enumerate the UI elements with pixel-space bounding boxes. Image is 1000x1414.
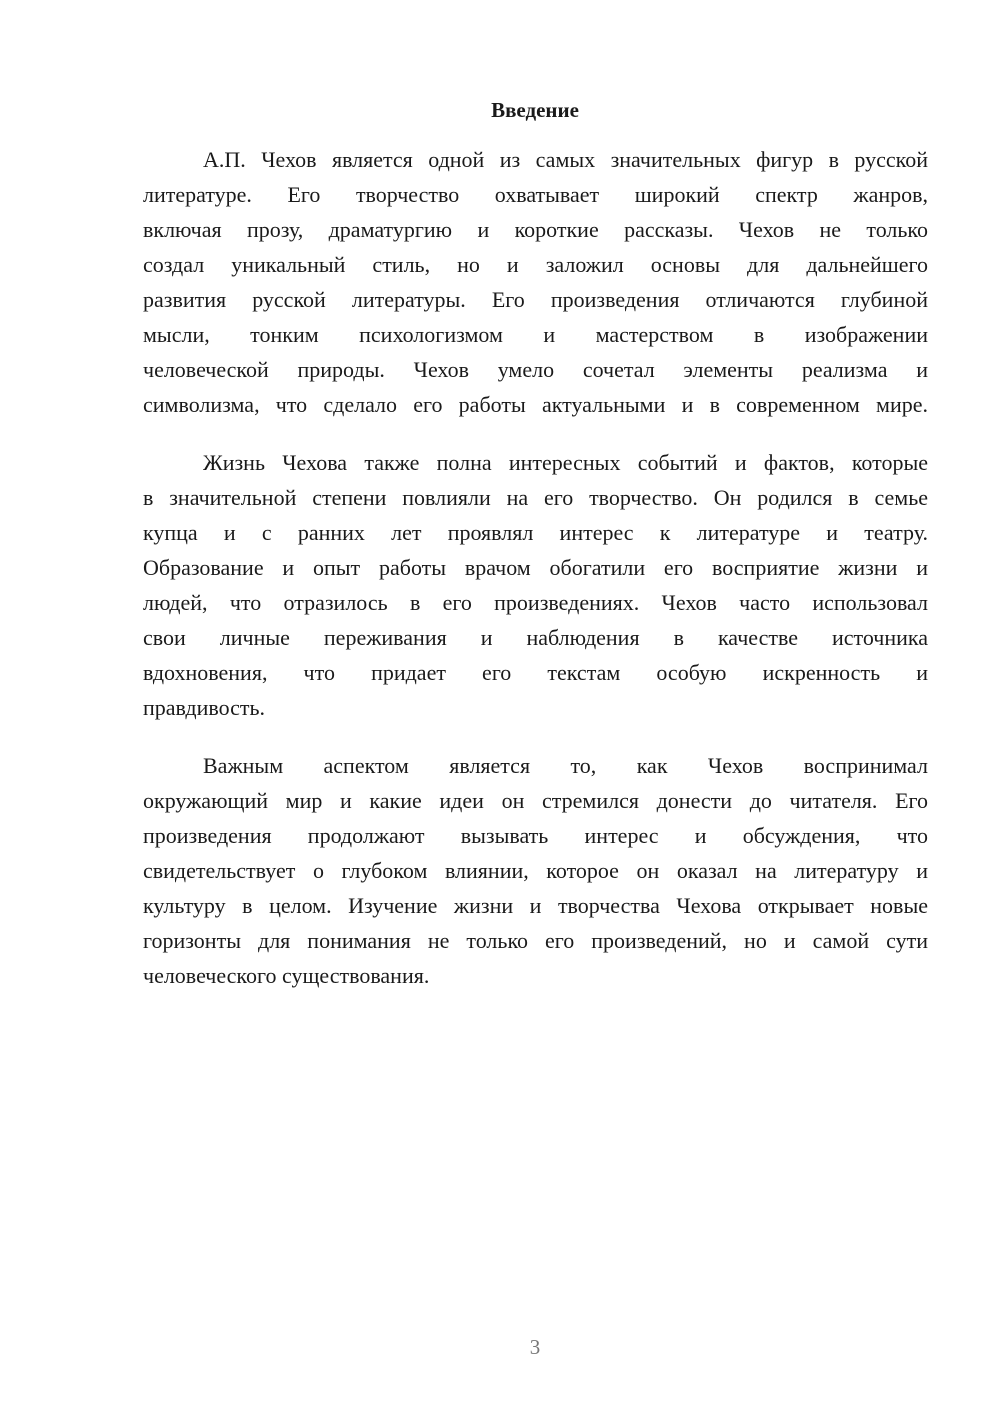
page-title: Введение <box>491 98 579 122</box>
text-line: людей, что отразилось в его произведениях. Чехов часто использовал <box>143 590 928 615</box>
text-line: купца и с ранних лет проявлял интерес к литературе и театру. <box>143 520 928 545</box>
paragraph-1 <box>143 142 928 422</box>
text-line: включая прозу, драматургию и короткие рассказы. Чехов не только <box>143 217 928 242</box>
text-line: правдивость. <box>143 695 266 720</box>
paragraph-2 <box>143 445 928 725</box>
text-line: создал уникальный стиль, но и заложил основы для дальнейшего <box>143 252 928 277</box>
text-line: человеческого существования. <box>143 963 430 988</box>
text-line: свои личные переживания и наблюдения в качестве источника <box>143 625 928 650</box>
text-line: человеческой природы. Чехов умело сочетал элементы реализма и <box>143 357 928 382</box>
paragraph-3 <box>143 748 928 993</box>
text-line: произведения продолжают вызывать интерес и обсуждения, что <box>143 823 928 848</box>
text-line: свидетельствует о глубоком влиянии, которое он оказал на литературу и <box>143 858 928 883</box>
text-line: развития русской литературы. Его произведения отличаются глубиной <box>143 287 928 312</box>
text-line: символизма, что сделало его работы актуальными и в современном мире. <box>143 392 928 417</box>
page-number: 3 <box>529 1335 541 1359</box>
text-line: окружающий мир и какие идеи он стремился донести до читателя. Его <box>143 788 928 813</box>
text-line: в значительной степени повлияли на его творчество. Он родился в семье <box>143 485 928 510</box>
text-line: вдохновения, что придает его текстам особую искренность и <box>143 660 928 685</box>
text-line: А.П. Чехов является одной из самых значительных фигур в русской <box>203 147 928 172</box>
text-line: мысли, тонким психологизмом и мастерством в изображении <box>143 322 928 347</box>
text-line: Образование и опыт работы врачом обогатили его восприятие жизни и <box>143 555 928 580</box>
text-line: горизонты для понимания не только его произведений, но и самой сути <box>143 928 928 953</box>
text-line: культуру в целом. Изучение жизни и творчества Чехова открывает новые <box>143 893 928 918</box>
text-line: литературе. Его творчество охватывает широкий спектр жанров, <box>143 182 928 207</box>
text-line: Важным аспектом является то, как Чехов воспринимал <box>203 753 928 778</box>
text-line: Жизнь Чехова также полна интересных событий и фактов, которые <box>203 450 928 475</box>
